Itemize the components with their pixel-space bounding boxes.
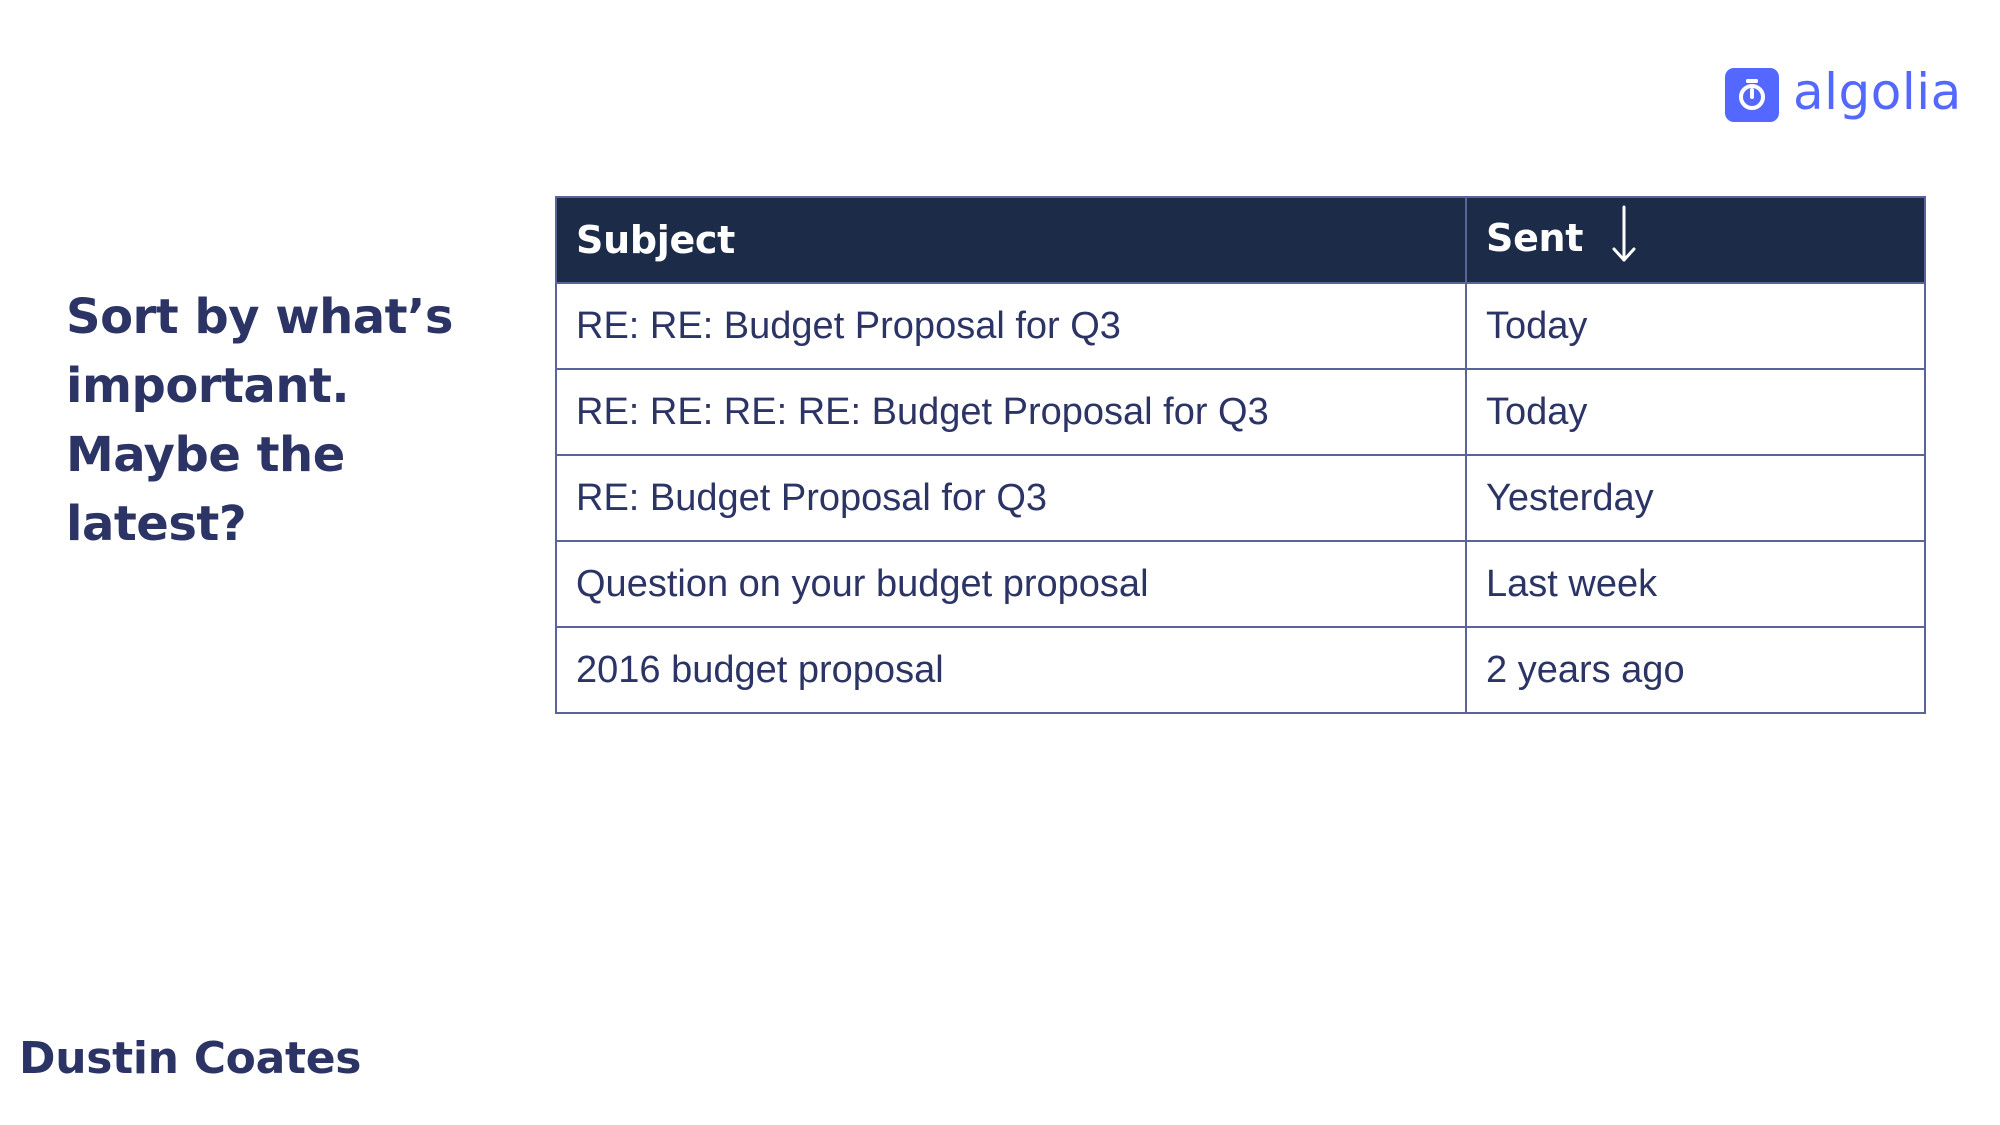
- subject-cell: 2016 budget proposal: [556, 627, 1466, 713]
- author-name: Dustin Coates: [19, 1033, 362, 1084]
- sent-cell: Today: [1466, 283, 1925, 369]
- sent-cell: Yesterday: [1466, 455, 1925, 541]
- email-table: [555, 196, 1926, 714]
- subject-cell: RE: Budget Proposal for Q3: [556, 455, 1466, 541]
- sent-cell: Last week: [1466, 541, 1925, 627]
- sent-column-header[interactable]: [1466, 197, 1925, 283]
- table-row[interactable]: [556, 541, 1925, 627]
- subject-header-label: Subject: [576, 218, 736, 262]
- subject-column-header[interactable]: [556, 197, 1466, 283]
- sent-cell: Today: [1466, 369, 1925, 455]
- table-header-row: [556, 197, 1925, 283]
- table-row[interactable]: [556, 455, 1925, 541]
- subject-cell: Question on your budget proposal: [556, 541, 1466, 627]
- sent-header-label: Sent: [1486, 215, 1584, 260]
- table-row[interactable]: [556, 283, 1925, 369]
- subject-cell: RE: RE: Budget Proposal for Q3: [556, 283, 1466, 369]
- stopwatch-icon: [1725, 68, 1779, 122]
- subject-cell: RE: RE: RE: RE: Budget Proposal for Q3: [556, 369, 1466, 455]
- headline: Sort by what’s important. Maybe the latest?: [66, 289, 453, 552]
- arrow-down-icon[interactable]: [1612, 205, 1636, 272]
- logo-wordmark: algolia: [1793, 63, 1962, 121]
- table-row[interactable]: [556, 369, 1925, 455]
- algolia-logo: [1725, 63, 1962, 122]
- sent-cell: 2 years ago: [1466, 627, 1925, 713]
- table-row[interactable]: [556, 627, 1925, 713]
